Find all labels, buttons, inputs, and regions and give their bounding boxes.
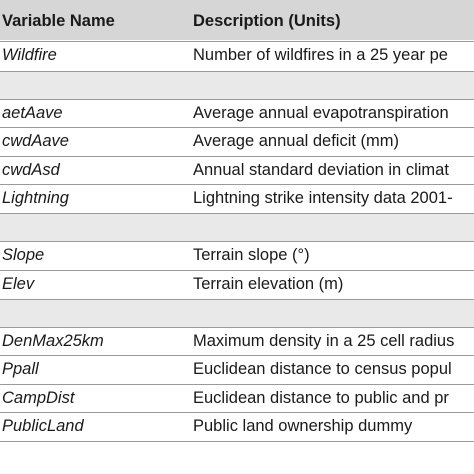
table-row (0, 41, 474, 70)
variable-cell: PublicLand (2, 417, 84, 435)
table-header (0, 0, 474, 40)
variable-cell: DenMax25km (2, 332, 104, 350)
table-row (0, 156, 474, 185)
variable-cell: Wildfire (2, 46, 57, 64)
description-cell: Maximum density in a 25 cell radius (193, 332, 455, 350)
header-variable-name: Variable Name (2, 12, 115, 30)
variable-cell: Lightning (2, 189, 69, 207)
table-spacer-row (0, 213, 474, 242)
variable-cell: cwdAave (2, 132, 69, 150)
description-cell: Euclidean distance to census popul (193, 360, 452, 378)
description-cell: Public land ownership dummy (193, 417, 413, 435)
header-description: Description (Units) (193, 12, 341, 30)
table-spacer-row (0, 299, 474, 328)
variable-cell: aetAave (2, 104, 63, 122)
table-row (0, 184, 474, 213)
description-cell: Lightning strike intensity data 2001- (193, 189, 453, 207)
variable-cell: CampDist (2, 389, 75, 407)
table-spacer-row (0, 71, 474, 100)
description-cell: Annual standard deviation in climat (193, 161, 449, 179)
table-row (0, 127, 474, 156)
table-row (0, 99, 474, 128)
table-row (0, 327, 474, 356)
description-cell: Average annual evapotranspiration (193, 104, 449, 122)
description-cell: Terrain elevation (m) (193, 275, 344, 293)
description-cell: Average annual deficit (mm) (193, 132, 400, 150)
table-row (0, 355, 474, 384)
variable-cell: Slope (2, 246, 45, 264)
table-row (0, 384, 474, 413)
variable-cell: cwdAsd (2, 161, 60, 179)
description-cell: Number of wildfires in a 25 year pe (193, 46, 448, 64)
table-row (0, 412, 474, 441)
description-cell: Terrain slope (°) (193, 246, 310, 264)
description-cell: Euclidean distance to public and pr (193, 389, 449, 407)
variable-cell: Ppall (2, 360, 39, 378)
variable-cell: Elev (2, 275, 35, 293)
table-bottom-rule (0, 441, 474, 442)
table-row (0, 270, 474, 299)
table-row (0, 241, 474, 270)
